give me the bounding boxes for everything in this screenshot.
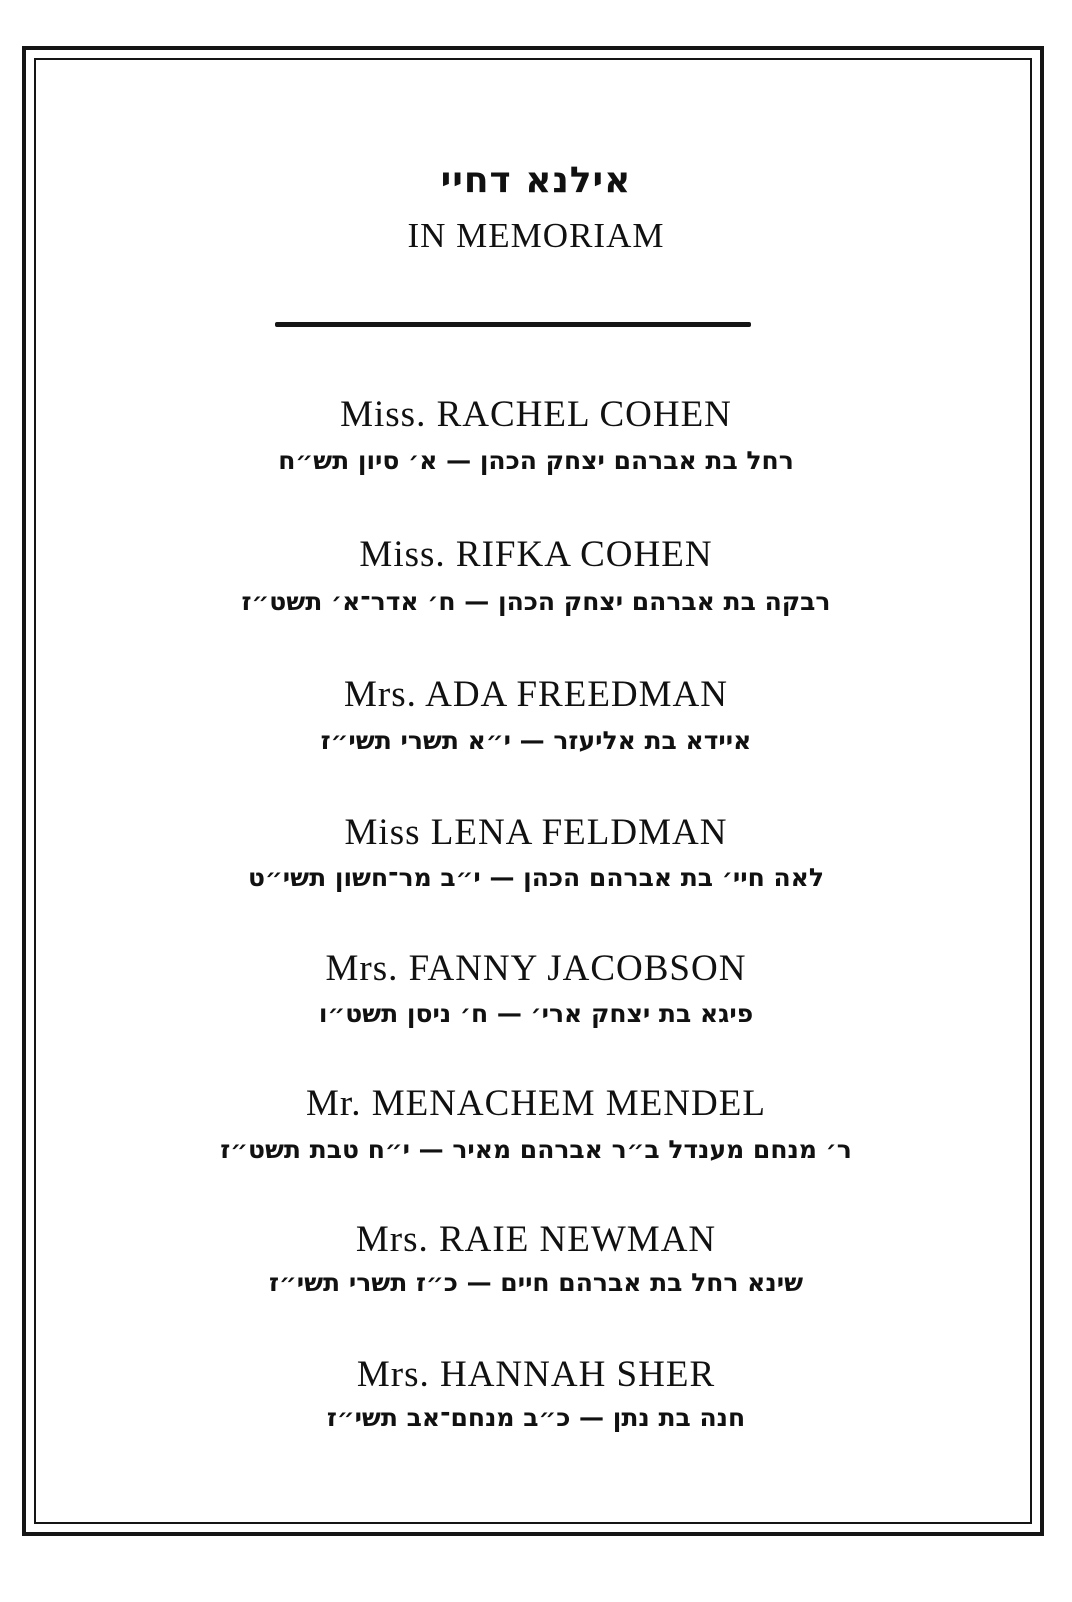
entry-name: Mrs. HANNAH SHER	[356, 1354, 716, 1395]
title-divider	[275, 322, 751, 327]
entry-name: Mrs. ADA FREEDMAN	[344, 674, 728, 715]
entry-name: Mrs. RAIE NEWMAN	[355, 1219, 717, 1260]
entry-name: Miss. RIFKA COHEN	[359, 534, 713, 575]
hebrew-title: אילנא דחיי	[440, 160, 632, 201]
page-title: IN MEMORIAM	[407, 216, 665, 255]
entry-name: Miss. RACHEL COHEN	[340, 394, 732, 435]
entry-hebrew-text: רבקה בת אברהם יצחק הכהן — ח׳ אדר־א׳ תשט״ז	[241, 587, 831, 616]
page-border-inner	[34, 58, 1032, 1524]
entry-hebrew-text: פיגא בת יצחק ארי׳ — ח׳ ניסן תשט״ו	[318, 999, 754, 1028]
entry-name: Mr. MENACHEM MENDEL	[306, 1083, 766, 1124]
entry-hebrew-text: חנה בת נתן — כ״ב מנחם־אב תשי״ז	[326, 1403, 746, 1432]
entry-hebrew-text: איידא בת אליעזר — י״א תשרי תשי״ז	[320, 726, 752, 755]
entry-hebrew-text: לאה חיי׳ בת אברהם הכהן — י״ב מר־חשון תשי״ט	[248, 863, 824, 892]
entry-name: Miss LENA FELDMAN	[344, 812, 728, 853]
entry-hebrew-text: רחל בת אברהם יצחק הכהן — א׳ סיון תש״ח	[278, 446, 794, 475]
entry-name: Mrs. FANNY JACOBSON	[325, 948, 747, 989]
entry-hebrew-text: שינא רחל בת אברהם חיים — כ״ז תשרי תשי״ז	[268, 1268, 804, 1297]
entry-hebrew-text: ר׳ מנחם מענדל ב״ר אברהם מאיר — י״ח טבת תשט״ז	[220, 1135, 852, 1164]
